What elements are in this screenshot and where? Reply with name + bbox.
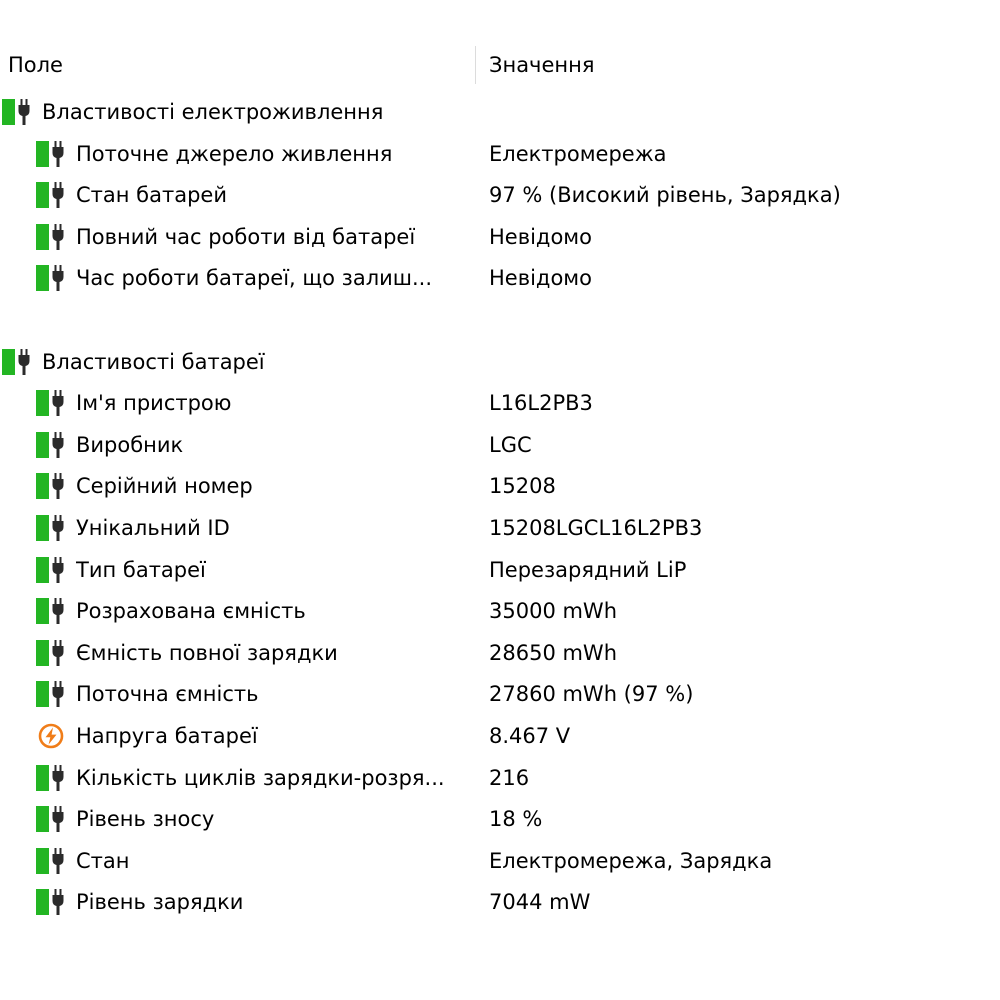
field-name: Напруга батареї — [76, 724, 258, 748]
field-value: L16L2PB3 — [489, 391, 593, 416]
column-header — [0, 40, 1000, 90]
battery-plug-icon — [36, 430, 66, 460]
battery-plug-icon — [36, 180, 66, 210]
column-divider[interactable] — [475, 46, 476, 84]
list-item[interactable] — [0, 424, 1000, 466]
field-value: LGC — [489, 432, 532, 457]
field-value: 15208 — [489, 474, 556, 499]
list-item[interactable] — [0, 881, 1000, 923]
list-item[interactable] — [0, 257, 1000, 299]
group-title: Властивості батареї — [42, 349, 265, 374]
field-value: 27860 mWh (97 %) — [489, 682, 694, 707]
battery-plug-icon — [36, 471, 66, 501]
field-value: Електромережа — [489, 141, 667, 166]
field-name: Поточна ємність — [76, 682, 259, 707]
field-name: Поточне джерело живлення — [76, 141, 393, 166]
group-row[interactable] — [0, 341, 1000, 383]
battery-plug-icon — [36, 679, 66, 709]
battery-plug-icon — [2, 97, 32, 127]
list-item[interactable] — [0, 174, 1000, 216]
battery-plug-icon — [36, 596, 66, 626]
battery-plug-icon — [2, 347, 32, 377]
field-name: Рівень зарядки — [76, 890, 244, 915]
field-name: Серійний номер — [76, 474, 253, 499]
field-name: Унікальний ID — [76, 516, 230, 540]
group-title: Властивості електроживлення — [42, 100, 384, 124]
field-value: Перезарядний LiP — [489, 557, 687, 582]
column-header-field[interactable]: Поле — [8, 53, 63, 77]
field-value: 97 % (Високий рівень, Зарядка) — [489, 183, 841, 208]
list-item[interactable] — [0, 590, 1000, 632]
battery-plug-icon — [36, 222, 66, 252]
field-value: Невідомо — [489, 224, 592, 249]
lightning-icon — [36, 721, 66, 751]
list-item[interactable] — [0, 133, 1000, 175]
battery-plug-icon — [36, 263, 66, 293]
field-value: 18 % — [489, 807, 543, 832]
list-item[interactable] — [0, 382, 1000, 424]
field-value: 8.467 V — [489, 724, 571, 748]
field-value: 216 — [489, 765, 530, 790]
list-item[interactable] — [0, 798, 1000, 840]
battery-plug-icon — [36, 638, 66, 668]
field-value: Невідомо — [489, 266, 592, 291]
field-name: Стан — [76, 848, 130, 873]
field-name: Ім'я пристрою — [76, 391, 232, 416]
battery-plug-icon — [36, 804, 66, 834]
battery-plug-icon — [36, 887, 66, 917]
field-value: 28650 mWh — [489, 640, 618, 665]
list-item[interactable] — [0, 507, 1000, 549]
group-row[interactable] — [0, 91, 1000, 133]
battery-plug-icon — [36, 555, 66, 585]
field-name: Рівень зносу — [76, 807, 215, 832]
field-name: Розрахована ємність — [76, 599, 306, 624]
list-item[interactable] — [0, 465, 1000, 507]
field-name: Виробник — [76, 432, 184, 457]
battery-plug-icon — [36, 139, 66, 169]
list-item[interactable] — [0, 757, 1000, 799]
field-name: Кількість циклів зарядки-розря... — [76, 765, 445, 790]
list-item[interactable] — [0, 673, 1000, 715]
battery-plug-icon — [36, 763, 66, 793]
battery-plug-icon — [36, 846, 66, 876]
battery-plug-icon — [36, 388, 66, 418]
list-item[interactable] — [0, 632, 1000, 674]
field-value: Електромережа, Зарядка — [489, 848, 773, 873]
column-header-value[interactable]: Значення — [489, 53, 595, 77]
field-value: 7044 mW — [489, 890, 591, 915]
list-item[interactable] — [0, 549, 1000, 591]
battery-plug-icon — [36, 513, 66, 543]
field-name: Час роботи батареї, що залиш... — [76, 266, 433, 291]
field-value: 35000 mWh — [489, 599, 618, 624]
field-name: Повний час роботи від батареї — [76, 224, 416, 249]
field-name: Стан батарей — [76, 183, 227, 208]
list-item[interactable] — [0, 715, 1000, 757]
list-item[interactable] — [0, 840, 1000, 882]
list-item[interactable] — [0, 216, 1000, 258]
field-name: Тип батареї — [76, 557, 206, 582]
field-value: 15208LGCL16L2PB3 — [489, 516, 703, 540]
field-name: Ємність повної зарядки — [76, 640, 338, 665]
